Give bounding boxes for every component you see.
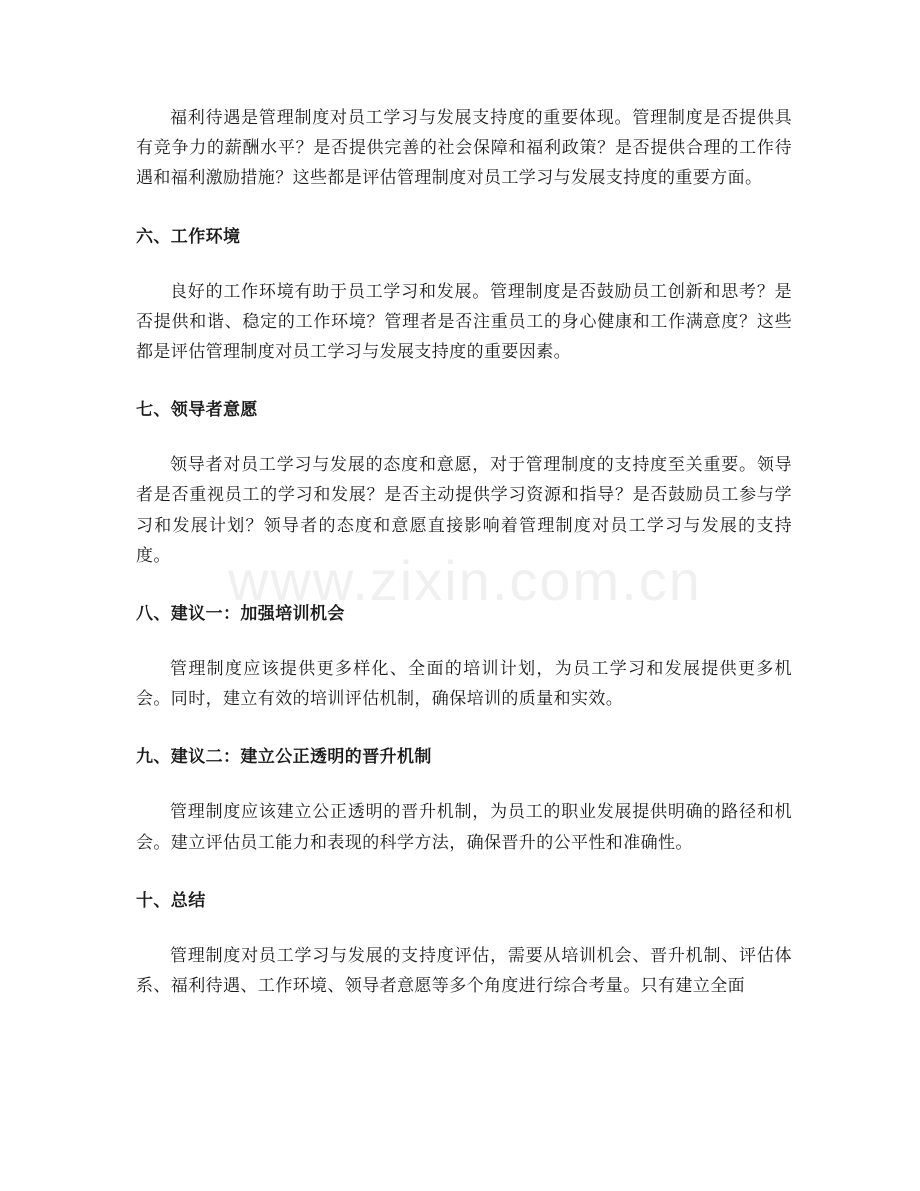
heading-suggestion-training: 八、建议一：加强培训机会: [136, 604, 345, 625]
paragraph-suggestion-promotion: 管理制度应该建立公正透明的晋升机制，为员工的职业发展提供明确的路径和机会。建立评估员工能力和表现的科学方法，确保晋升的公平性和准确性。: [136, 802, 792, 853]
paragraph-work-environment: 良好的工作环境有助于员工学习和发展。管理制度是否鼓励员工创新和思考？是否提供和谐、稳定的工作环境？管理者是否注重员工的身心健康和工作满意度？这些都是评估管理制度对员工学习与发展支持度的重要因素。: [136, 281, 792, 363]
heading-work-environment: 六、工作环境: [136, 226, 241, 247]
paragraph-suggestion-training: 管理制度应该提供更多样化、全面的培训计划，为员工学习和发展提供更多机会。同时，建立有效的培训评估机制，确保培训的质量和实效。: [136, 659, 792, 710]
heading-leader-willingness: 七、领导者意愿: [136, 400, 258, 421]
paragraph-leader-willingness: 领导者对员工学习与发展的态度和意愿，对于管理制度的支持度至关重要。领导者是否重视员工的学习和发展？是否主动提供学习资源和指导？是否鼓励员工参与学习和发展计划？领导者的态度和意愿直接影响着管理制度对员工学习与发展的支持度。: [136, 455, 792, 566]
heading-summary: 十、总结: [136, 890, 206, 911]
heading-suggestion-promotion: 九、建议二：建立公正透明的晋升机制: [136, 747, 432, 768]
paragraph-welfare: 福利待遇是管理制度对员工学习与发展支持度的重要体现。管理制度是否提供具有竞争力的薪酬水平？是否提供完善的社会保障和福利政策？是否提供合理的工作待遇和福利激励措施？这些都是评估管理制度对员工学习与发展支持度的重要方面。: [136, 108, 792, 189]
document-body: [136, 103, 792, 1001]
paragraph-summary: 管理制度对员工学习与发展的支持度评估，需要从培训机会、晋升机制、评估体系、福利待遇、工作环境、领导者意愿等多个角度进行综合考量。只有建立全面: [136, 945, 792, 997]
watermark: www.zixin.com.cn: [228, 549, 702, 612]
